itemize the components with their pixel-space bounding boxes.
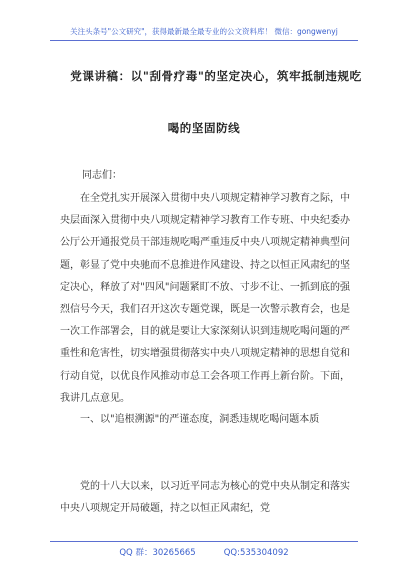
footer-divider (50, 541, 358, 542)
document-title-line2: 喝的坚固防线 (167, 121, 241, 135)
section-heading: 一、以"追根溯源"的严谨态度，洞悉违规吃喝问题本质 (80, 414, 320, 425)
body-paragraph-1 (60, 188, 350, 410)
body-paragraph-2 (60, 476, 350, 520)
header-note: 关注头条号"公文研究"，获得最新最全最专业的公文资料库！ 微信：gongwenyj (70, 27, 338, 36)
footer (0, 546, 408, 558)
paragraph-text: 党的十八大以来，以习近平同志为核心的党中央从制定和落实中央八项规定开局破题，持之以恒正风肃纪，党 (60, 481, 350, 515)
footer-qq-group: QQ 群：30265665 (119, 548, 196, 558)
paragraph-text: 在全党扎实开展深入贯彻中央八项规定精神学习教育之际，中央层面深入贯彻中央八项规定精神学习教育工作专班、中央纪委办公厅公开通报党员干部违规吃喝严重违反中央八项规定精神典型问题，彰显了党中央驰而不息推进作风建设、持之以恒正风肃纪的坚定决心，释放了对"四风"问题紧盯不放、寸步不让、一抓到底的强烈信号今天，我们召开这次专题党课，既是一次警示教育会，也是一次工作部署会，目的就是要让大家深刻认识到违规吃喝问题的严重性和危害性，切实增强贯彻落实中央八项规定精神的思想自觉和行动自觉，以优良作风推动市总工会各项工作再上新台阶。下面，我讲几点意见。 (60, 193, 350, 404)
footer-qq-number: QQ:535304092 (223, 548, 289, 558)
document-title-line1: 党课讲稿：以"刮骨疗毒"的坚定决心，筑牢抵制违规吃 (70, 69, 362, 83)
header-divider (50, 40, 358, 41)
salutation: 同志们： (82, 170, 122, 181)
